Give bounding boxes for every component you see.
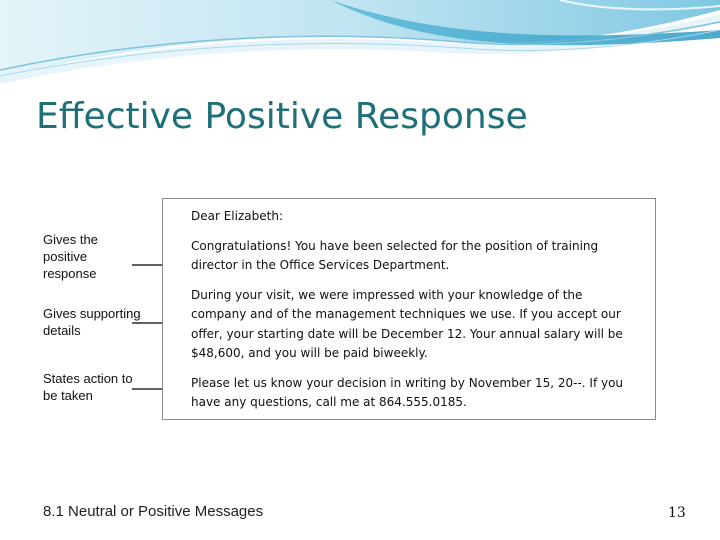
label-action: States action to be taken [43,371,133,403]
label-supporting-details: Gives supporting details [43,306,141,338]
page-number: 13 [668,505,686,521]
header-wave-decoration [0,0,720,90]
label-positive-response: Gives the positive response [43,232,98,281]
letter-box [162,198,656,420]
letter-paragraph-positive: Congratulations! You have been selected for the position of training director in the Office Services Department. [191,238,599,272]
letter-paragraph-details: During your visit, we were impressed with your knowledge of the company and of the management techniques we use. If you accept our offer, your starting date will be December 12. Your annual salary will be $48,600, and you will be paid biweekly. [191,287,623,360]
slide-footer: 8.1 Neutral or Positive Messages [43,503,264,520]
letter-greeting: Dear Elizabeth: [191,209,283,223]
letter-paragraph-action: Please let us know your decision in writing by November 15, 20--. If you have any questions, call me at 864.555.0185. [191,375,624,409]
slide-title: Effective Positive Response [36,96,528,137]
